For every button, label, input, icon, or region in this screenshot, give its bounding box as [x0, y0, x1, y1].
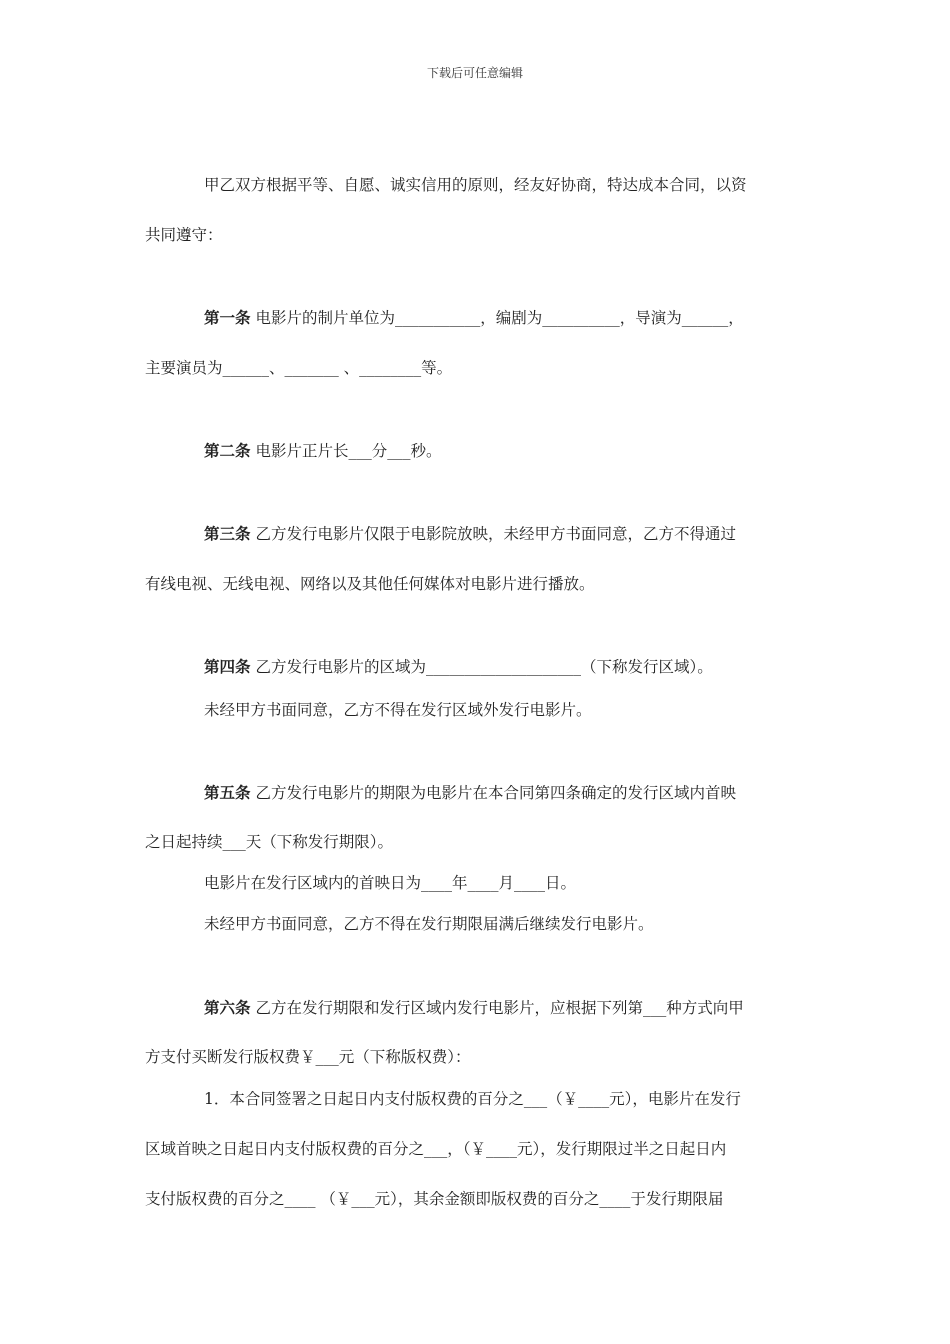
paragraph-line: 之日起持续___天（下称发行期限）。: [145, 833, 394, 851]
paragraph-line: 共同遵守：: [145, 226, 223, 244]
paragraph-line: 甲乙双方根据平等、自愿、诚实信用的原则，经友好协商，特达成本合同，以资: [204, 176, 747, 194]
paragraph-line: 1．本合同签署之日起日内支付版权费的百分之___（￥____元），电影片在发行: [204, 1090, 741, 1108]
article-number: 第五条: [204, 783, 251, 802]
paragraph-line: 方支付买断发行版权费￥___元（下称版权费）：: [145, 1048, 471, 1066]
article-line: 第一条 电影片的制片单位为___________，编剧为__________，导演为______，: [204, 308, 744, 327]
article-number: 第二条: [204, 441, 251, 460]
article-line: 第五条 乙方发行电影片的期限为电影片在本合同第四条确定的发行区域内首映: [204, 783, 736, 802]
paragraph-line: 有线电视、无线电视、网络以及其他任何媒体对电影片进行播放。: [145, 575, 595, 593]
paragraph-line: 电影片在发行区域内的首映日为____年____月____日。: [204, 874, 577, 892]
paragraph-line: 未经甲方书面同意，乙方不得在发行区域外发行电影片。: [204, 701, 592, 719]
paragraph-line: 主要演员为______、_______ 、________等。: [145, 359, 453, 377]
article-line: 第四条 乙方发行电影片的区域为____________________（下称发行区域）。: [204, 657, 713, 676]
article-line: 第二条 电影片正片长___分___秒。: [204, 441, 442, 460]
article-number: 第六条: [204, 998, 251, 1017]
paragraph-line: 区域首映之日起日内支付版权费的百分之___，（￥____元），发行期限过半之日起日内: [145, 1140, 727, 1158]
article-number: 第一条: [204, 308, 251, 327]
page-header: 下载后可任意编辑: [426, 66, 523, 80]
paragraph-line: 未经甲方书面同意，乙方不得在发行期限届满后继续发行电影片。: [204, 915, 654, 933]
paragraph-line: 支付版权费的百分之____ （￥___元），其余金额即版权费的百分之____于发行期限届: [145, 1190, 724, 1208]
article-number: 第三条: [204, 524, 251, 543]
article-line: 第三条 乙方发行电影片仅限于电影院放映，未经甲方书面同意，乙方不得通过: [204, 524, 736, 543]
article-line: 第六条 乙方在发行期限和发行区域内发行电影片，应根据下列第___种方式向甲: [204, 998, 744, 1017]
article-number: 第四条: [204, 657, 251, 676]
